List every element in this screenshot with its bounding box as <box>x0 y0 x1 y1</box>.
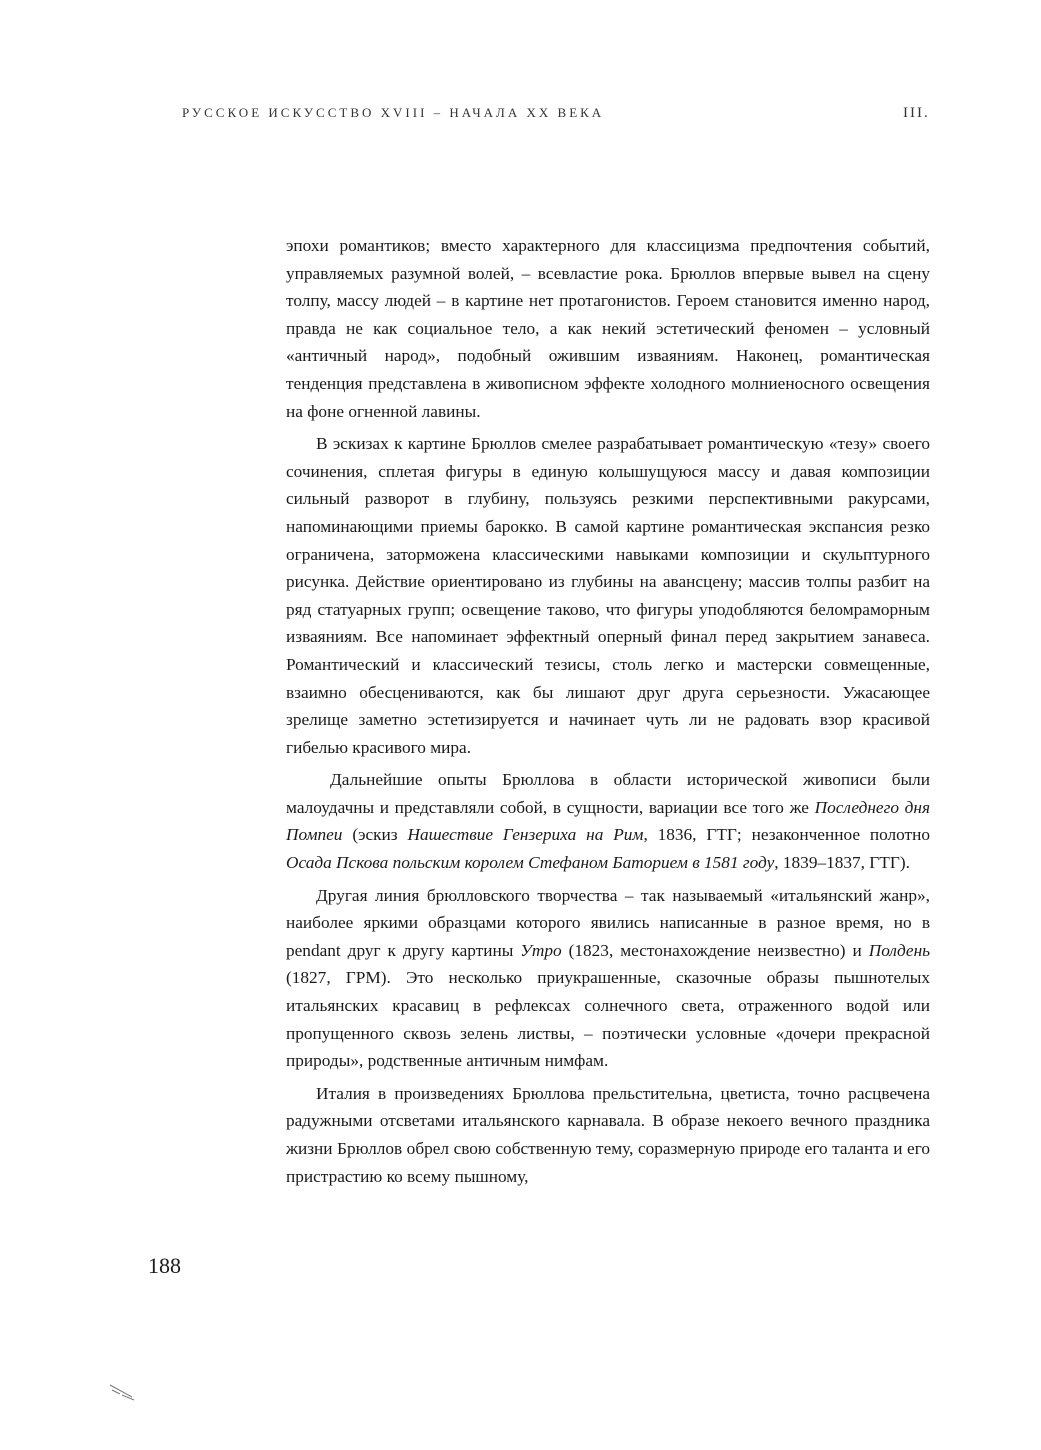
paragraph-text: Другая линия брюлловского творчества – так называемый «итальянский жанр», наиболее яркими образцами которого явились написанные в разное время, но в pendant друг к другу картины <box>286 885 930 960</box>
paragraph-text: Дальнейшие опыты Брюллова в области исторической живописи были малоудачны и представляли собой, в сущности, вариации все того же <box>286 770 930 817</box>
italic-title-text: Последнего дня Помпеи <box>286 797 930 845</box>
section-number: III. <box>903 105 930 121</box>
paragraph-text: эпохи романтиков; вместо характерного для классицизма предпочтения событий, управляемых разумной волей, – всевластие рока. Брюллов впервые вывел на сцену толпу, массу людей – в картине нет протагонистов. Героем становится именно народ, правда не как социальное тело, а как некий эстетический феномен – условный «античный народ», подобный ожившим изваяниям. Наконец, романтическая тенденция представлена в живописном эффекте холодного молниеносного освещения на фоне огненной лавины. <box>286 236 930 421</box>
paragraph-text: (эскиз <box>342 825 408 845</box>
paragraph <box>286 882 930 1075</box>
italic-title-text: Осада Пскова польским королем Стефаном Баторием в 1581 году <box>286 853 775 873</box>
paragraph-text: (1823, местонахождение неизвестно) и <box>561 940 869 960</box>
paragraph-text: , 1839–1837, ГТГ). <box>774 853 910 873</box>
paragraph <box>286 1080 930 1190</box>
paragraph <box>286 430 930 761</box>
body-text <box>286 232 930 1195</box>
scan-artifact-mark <box>108 1382 136 1402</box>
italic-title-text: Полдень <box>868 940 931 960</box>
page-number: 188 <box>148 1253 181 1278</box>
paragraph-text: В эскизах к картине Брюллов смелее разрабатывает романтическую «тезу» своего сочинения, сплетая фигуры в единую колышущуюся массу и давая композиции сильный разворот в глубину, пользуясь резкими перспективными ракурсами, напоминающими приемы барокко. В самой картине романтическая экспансия резко ограничена, заторможена классическими навыками композиции и скульптурного рисунка. Действие ориентировано из глубины на авансцену; массив толпы разбит на ряд статуарных групп; освещение таково, что фигуры уподобляются беломраморным изваяниям. Все напоминает эффектный оперный финал перед закрытием занавеса. Романтический и классический тезисы, столь легко и мастерски совмещенные, взаимно обесцениваются, как бы лишают друг друга серьезности. Ужасающее зрелище заметно эстетизируется и начинает чуть ли не радовать взор красивой гибелью красивого мира. <box>286 434 930 757</box>
italic-title-text: Нашествие Гензериха на Рим <box>407 825 644 845</box>
paragraph <box>286 232 930 425</box>
paragraph-text: , 1836, ГТГ; незаконченное полотно <box>643 825 930 845</box>
italic-title-text: Утро <box>520 940 562 960</box>
running-title: РУССКОЕ ИСКУССТВО XVIII – НАЧАЛА XX ВЕКА <box>182 105 605 120</box>
paragraph-text: (1827, ГРМ). Это несколько приукрашенные, сказочные образы пышнотелых итальянских красавиц в рефлексах солнечного света, отраженного водой или пропущенного сквозь зелень листвы, – поэтически условные «дочери прекрасной природы», родственные античным нимфам. <box>286 968 930 1071</box>
paragraph-text: Италия в произведениях Брюллова прельстительна, цветиста, точно расцвечена радужными отсветами итальянского карнавала. В образе некоего вечного праздника жизни Брюллов обрел свою собственную тему, соразмерную природе его таланта и его пристрастию ко всему пышному, <box>286 1083 930 1186</box>
paragraph <box>286 766 930 876</box>
